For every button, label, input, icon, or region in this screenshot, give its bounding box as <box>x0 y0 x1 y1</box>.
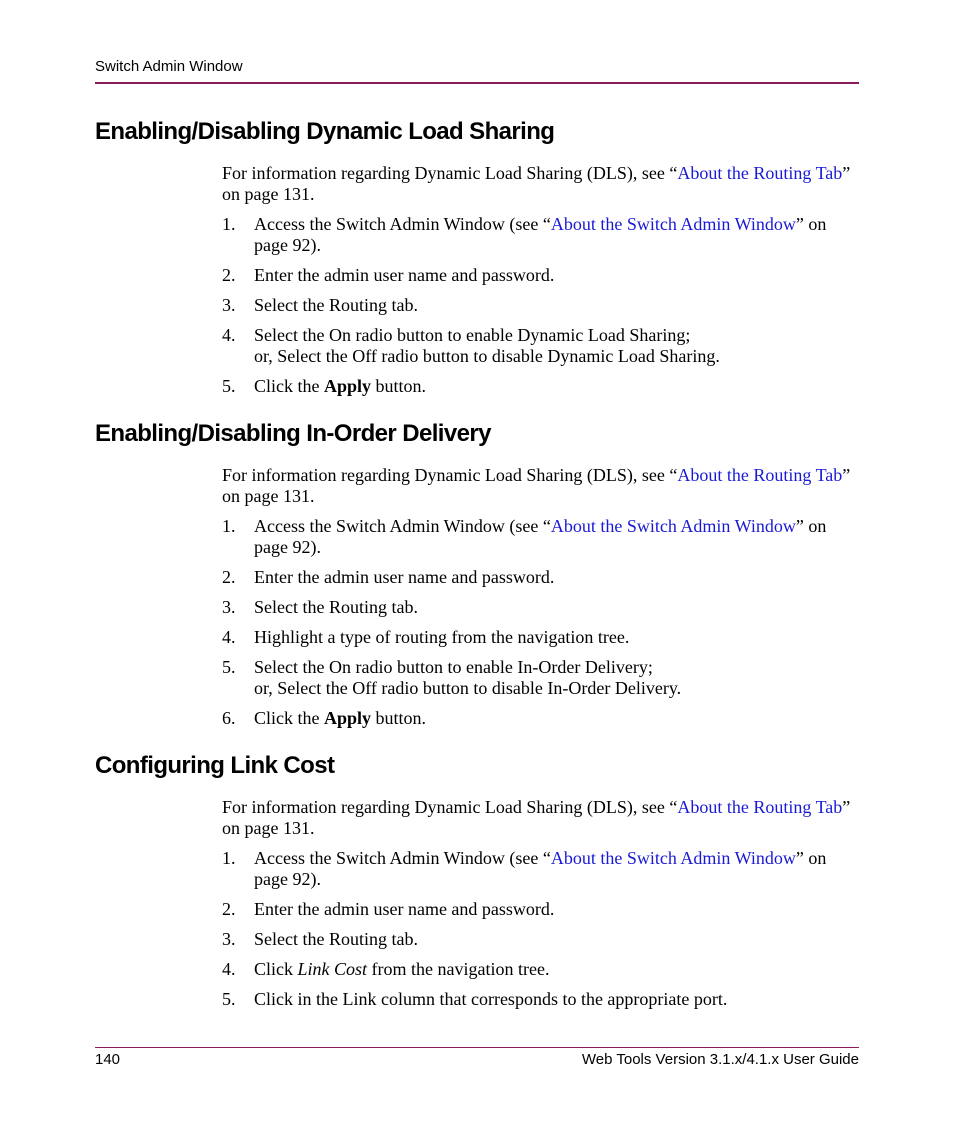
section-link-cost <box>95 752 859 1019</box>
list-item: 1. Access the Switch Admin Window (see “About the Switch Admin Window” on page 92). <box>222 848 827 889</box>
running-header: Switch Admin Window <box>95 58 243 75</box>
list-item: 5. Click the Apply button. <box>222 376 427 396</box>
section-heading: Enabling/Disabling In-Order Delivery <box>95 420 491 447</box>
section-heading: Configuring Link Cost <box>95 752 335 779</box>
intro-paragraph: For information regarding Dynamic Load Sharing (DLS), see “About the Routing Tab” on page 131. <box>222 163 851 204</box>
list-item: 2. Enter the admin user name and password. <box>222 567 555 587</box>
link-about-routing-tab[interactable]: About the Routing Tab <box>677 163 843 183</box>
list-item: 2. Enter the admin user name and password. <box>222 265 555 285</box>
section-dynamic-load-sharing <box>95 118 859 406</box>
list-item: 5. Click in the Link column that corresponds to the appropriate port. <box>222 989 728 1009</box>
list-item: 1. Access the Switch Admin Window (see “About the Switch Admin Window” on page 92). <box>222 214 827 255</box>
page-number: 140 <box>95 1051 121 1068</box>
list-item: 6. Click the Apply button. <box>222 708 427 728</box>
list-item: 3. Select the Routing tab. <box>222 929 418 949</box>
step-list <box>222 516 862 729</box>
list-item: 4. Click Link Cost from the navigation tree. <box>222 959 550 979</box>
list-item: 1. Access the Switch Admin Window (see “About the Switch Admin Window” on page 92). <box>222 516 827 557</box>
list-item: 3. Select the Routing tab. <box>222 295 418 315</box>
section-in-order-delivery <box>95 420 859 738</box>
link-about-switch-admin-window[interactable]: About the Switch Admin Window <box>550 214 796 234</box>
list-item: 2. Enter the admin user name and password. <box>222 899 555 919</box>
footer-rule <box>95 1047 859 1048</box>
header-rule <box>95 82 859 84</box>
guide-title: Web Tools Version 3.1.x/4.1.x User Guide <box>581 1051 859 1068</box>
link-about-switch-admin-window[interactable]: About the Switch Admin Window <box>550 516 796 536</box>
list-item: 4. Select the On radio button to enable Dynamic Load Sharing; or, Select the Off radio button to disable Dynamic Load Sharing. <box>222 325 720 366</box>
intro-paragraph: For information regarding Dynamic Load Sharing (DLS), see “About the Routing Tab” on page 131. <box>222 465 851 506</box>
intro-paragraph: For information regarding Dynamic Load Sharing (DLS), see “About the Routing Tab” on page 131. <box>222 797 851 838</box>
link-about-routing-tab[interactable]: About the Routing Tab <box>677 797 843 817</box>
step-list <box>222 848 862 1010</box>
section-heading: Enabling/Disabling Dynamic Load Sharing <box>95 118 555 145</box>
step-list <box>222 214 862 397</box>
list-item: 3. Select the Routing tab. <box>222 597 418 617</box>
list-item: 4. Highlight a type of routing from the navigation tree. <box>222 627 630 647</box>
link-about-routing-tab[interactable]: About the Routing Tab <box>677 465 843 485</box>
link-about-switch-admin-window[interactable]: About the Switch Admin Window <box>550 848 796 868</box>
list-item: 5. Select the On radio button to enable In-Order Delivery; or, Select the Off radio button to disable In-Order Delivery. <box>222 657 682 698</box>
